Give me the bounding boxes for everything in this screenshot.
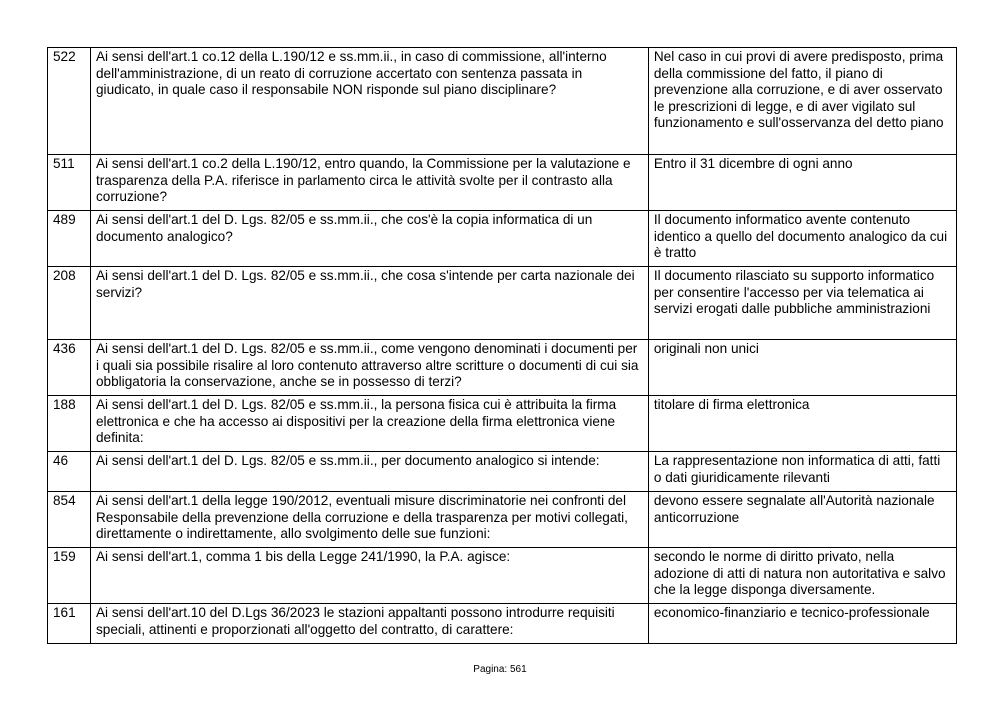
table-row <box>48 267 957 340</box>
question-id: 161 <box>48 604 91 644</box>
question-text: Ai sensi dell'art.10 del D.Lgs 36/2023 le stazioni appaltanti possono introdurre requisiti speciali, attinenti e proporzionati all'oggetto del contratto, di carattere: <box>90 604 648 644</box>
question-text: Ai sensi dell'art.1 del D. Lgs. 82/05 e ss.mm.ii., che cos'è la copia informatica di un documento analogico? <box>90 211 648 267</box>
question-id: 159 <box>48 548 91 604</box>
table-row <box>48 492 957 548</box>
question-text: Ai sensi dell'art.1 del D. Lgs. 82/05 e ss.mm.ii., come vengono denominati i documenti per i quali sia possibile risalire al loro contenuto attraverso altre scritture o documenti di cui sia obbligatoria la conservazione, anche se in possesso di terzi? <box>90 340 648 396</box>
answer-text: Il documento rilasciato su supporto informatico per consentire l'accesso per via telematica ai servizi erogati dalle pubbliche amministrazioni <box>648 267 956 340</box>
question-id: 208 <box>48 267 91 340</box>
question-text: Ai sensi dell'art.1 del D. Lgs. 82/05 e ss.mm.ii., la persona fisica cui è attribuita la firma elettronica e che ha accesso ai dispositivi per la creazione della firma elettronica viene definita: <box>90 396 648 452</box>
question-id: 854 <box>48 492 91 548</box>
answer-text: Nel caso in cui provi di avere predisposto, prima della commissione del fatto, il piano di prevenzione alla corruzione, e di aver osservato le prescrizioni di legge, e di aver vigilato sul funzionamento e sull'osservanza del detto piano <box>648 48 956 155</box>
question-text: Ai sensi dell'art.1 del D. Lgs. 82/05 e ss.mm.ii., che cosa s'intende per carta nazionale dei servizi? <box>90 267 648 340</box>
answer-text: La rappresentazione non informatica di atti, fatti o dati giuridicamente rilevanti <box>648 452 956 492</box>
page-number: Pagina: 561 <box>473 664 527 675</box>
question-id: 522 <box>48 48 91 155</box>
answer-text: originali non unici <box>648 340 956 396</box>
answer-text: titolare di firma elettronica <box>648 396 956 452</box>
quiz-table <box>47 47 957 644</box>
table-row <box>48 604 957 644</box>
answer-text: devono essere segnalate all'Autorità nazionale anticorruzione <box>648 492 956 548</box>
question-text: Ai sensi dell'art.1 della legge 190/2012, eventuali misure discriminatorie nei confronti del Responsabile della prevenzione della corruzione e della trasparenza per motivi collegati, direttamente o indirettamente, allo svolgimento delle sue funzioni: <box>90 492 648 548</box>
question-id: 489 <box>48 211 91 267</box>
question-text: Ai sensi dell'art.1 co.2 della L.190/12, entro quando, la Commissione per la valutazione e trasparenza della P.A. riferisce in parlamento circa le attività svolte per il contrasto alla corruzione? <box>90 155 648 211</box>
question-text: Ai sensi dell'art.1 del D. Lgs. 82/05 e ss.mm.ii., per documento analogico si intende: <box>90 452 648 492</box>
answer-text: secondo le norme di diritto privato, nella adozione di atti di natura non autoritativa e salvo che la legge disponga diversamente. <box>648 548 956 604</box>
answer-text: Entro il 31 dicembre di ogni anno <box>648 155 956 211</box>
question-id: 46 <box>48 452 91 492</box>
question-id: 511 <box>48 155 91 211</box>
question-id: 188 <box>48 396 91 452</box>
answer-text: Il documento informatico avente contenuto identico a quello del documento analogico da cui è tratto <box>648 211 956 267</box>
table-row <box>48 48 957 155</box>
table-row <box>48 396 957 452</box>
question-text: Ai sensi dell'art.1 co.12 della L.190/12 e ss.mm.ii., in caso di commissione, all'interno dell'amministrazione, di un reato di corruzione accertato con sentenza passata in giudicato, in quale caso il responsabile NON risponde sul piano disciplinare? <box>90 48 648 155</box>
answer-text: economico-finanziario e tecnico-professionale <box>648 604 956 644</box>
table-row <box>48 211 957 267</box>
table-row <box>48 452 957 492</box>
table-row <box>48 548 957 604</box>
question-id: 436 <box>48 340 91 396</box>
table-row <box>48 155 957 211</box>
question-text: Ai sensi dell'art.1, comma 1 bis della Legge 241/1990, la P.A. agisce: <box>90 548 648 604</box>
table-row <box>48 340 957 396</box>
